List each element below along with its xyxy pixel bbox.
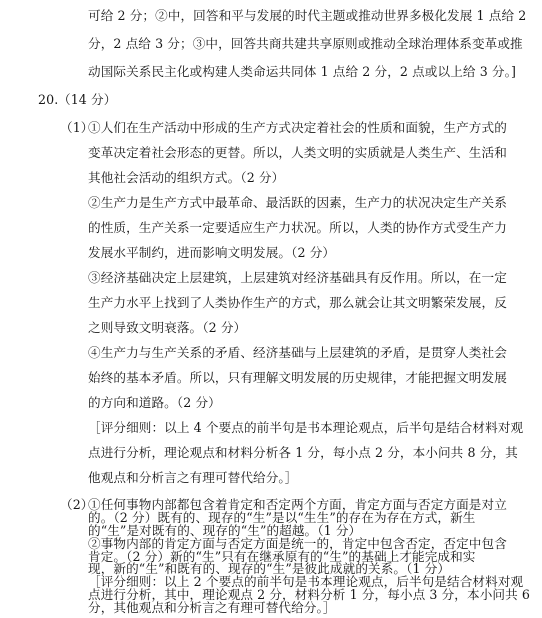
answer-line: 的。（2 分）既有的、现存的“生”是以“生生”的存在为存在方式，新生 bbox=[88, 509, 476, 525]
answer-line: 变革决定着社会形态的更替。所以，人类文明的实质就是人类生产、生活和 bbox=[88, 145, 507, 160]
answer-line: ④生产力与生产关系的矛盾、经济基础与上层建筑的矛盾，是贯穿人类社会 bbox=[88, 345, 507, 360]
question-score: （14 分） bbox=[58, 92, 117, 107]
grading-note-line: 分，其他观点和分析言之有理可替代给分。］ bbox=[88, 600, 336, 615]
answer-line: 的“生”是对既有的、现存的“生”的超越。（1 分） bbox=[88, 522, 362, 538]
grading-note-line: ［评分细则：以上 4 个要点的前半句是书本理论观点，后半句是结合材料对观 bbox=[88, 420, 524, 435]
part-label: （1） bbox=[60, 120, 94, 135]
answer-line: ②生产力是生产方式中最革命、最活跃的因素，生产力的状况决定生产关系 bbox=[88, 195, 507, 210]
answer-line: 发展水平制约，进而影响文明发展。（2 分） bbox=[88, 245, 336, 260]
answer-line: ③经济基础决定上层建筑，上层建筑对经济基础具有反作用。所以，在一定 bbox=[88, 270, 507, 285]
grading-note-line: 点进行分析，理论观点和材料分析各 1 分，每小点 2 分，本小问共 8 分，其 bbox=[88, 445, 518, 460]
answer-line: ②事物内部的肯定方面与否定方面是统一的，肯定中包含否定，否定中包含 bbox=[88, 535, 507, 551]
intro-line: 可给 2 分；②中，回答和平与发展的时代主题或推动世界多极化发展 1 点给 2 bbox=[88, 8, 527, 23]
answer-line: 其他社会活动的组织方式。（2 分） bbox=[88, 170, 285, 185]
grading-note-line: 他观点和分析言之有理可替代给分。］ bbox=[88, 470, 298, 485]
answer-line: ①任何事物内部都包含着肯定和否定两个方面，肯定方面与否定方面是对立 bbox=[88, 497, 507, 512]
intro-line: 分，2 点给 3 分；③中，回答共商共建共享原则或推动全球治理体系变革或推 bbox=[88, 36, 523, 51]
part-label: （2） bbox=[60, 497, 94, 512]
grading-note-line: 点进行分析，其中，理论观点 2 分，材料分析 1 分，每小点 3 分，本小问共 6 bbox=[88, 587, 530, 603]
answer-line: ①人们在生产活动中形成的生产方式决定着社会的性质和面貌，生产方式的 bbox=[88, 120, 507, 135]
question-number: 20. bbox=[38, 92, 59, 107]
intro-line: 动国际关系民主化或构建人类命运共同体 1 点给 2 分，2 点或以上给 3 分。] bbox=[88, 64, 517, 79]
answer-line: 的性质，生产关系一定要适应生产力状况。所以，人类的协作方式受生产力 bbox=[88, 220, 507, 235]
grading-note-line: ［评分细则：以上 2 个要点的前半句是书本理论观点，后半句是结合材料对观 bbox=[88, 574, 524, 590]
answer-line: 的方向和道路。（2 分） bbox=[88, 395, 221, 410]
answer-line: 之则导致文明衰落。（2 分） bbox=[88, 320, 247, 335]
answer-line: 始终的基本矛盾。所以，只有理解文明发展的历史规律，才能把握文明发展 bbox=[88, 370, 507, 385]
answer-line: 现，新的“生”和既有的、现存的“生”是彼此成就的关系。（1 分） bbox=[88, 561, 451, 577]
answer-line: 肯定。（2 分）新的“生”只有在继承原有的“生”的基础上才能完成和实 bbox=[88, 548, 476, 564]
answer-line: 生产力水平上找到了人类协作生产的方式，那么就会让其文明繁荣发展，反 bbox=[88, 295, 507, 310]
